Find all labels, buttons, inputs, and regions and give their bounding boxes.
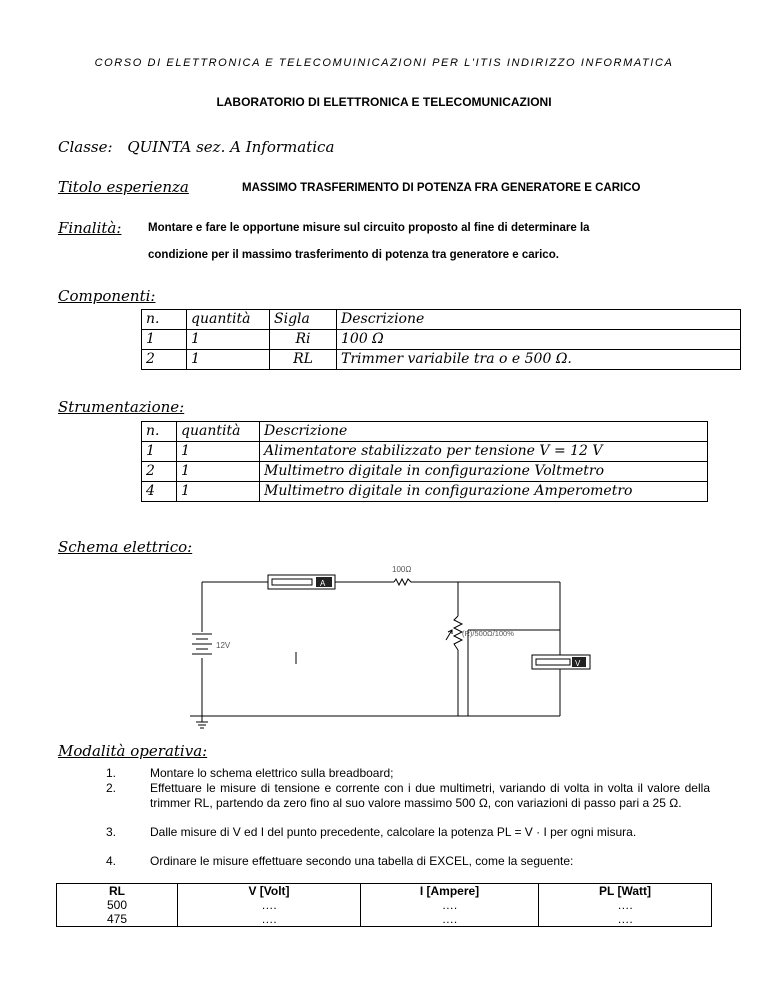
cell: 1 <box>187 350 270 370</box>
titolo-label: Titolo esperienza <box>58 178 189 196</box>
strumentazione-label: Strumentazione: <box>58 398 185 416</box>
table-row <box>142 350 741 370</box>
battery-icon <box>192 634 212 654</box>
cell: 475 <box>57 912 178 927</box>
trimmer-label: (R)/500Ω/100% <box>462 629 514 638</box>
cell: 100 Ω <box>337 330 741 350</box>
classe-label: Classe: <box>58 138 113 156</box>
table-header-row <box>57 884 712 899</box>
cell: 1 <box>142 442 177 462</box>
table-header-row <box>142 310 741 330</box>
schema-label: Schema elettrico: <box>58 538 193 556</box>
cell: RL <box>270 350 337 370</box>
classe-row <box>58 138 334 156</box>
cell: 2 <box>142 350 187 370</box>
results-table <box>56 883 712 927</box>
col-descrizione: Descrizione <box>337 310 741 330</box>
titolo-value: MASSIMO TRASFERIMENTO DI POTENZA FRA GENERATORE E CARICO <box>242 182 641 194</box>
list-item <box>106 766 716 780</box>
table-row <box>57 912 712 927</box>
battery-label: 12V <box>216 641 231 650</box>
table-header-row <box>142 422 708 442</box>
resistor-label: 100Ω <box>392 565 412 574</box>
col-sigla: Sigla <box>270 310 337 330</box>
cell: Multimetro digitale in configurazione Voltmetro <box>260 462 708 482</box>
cell: Multimetro digitale in configurazione Amperometro <box>260 482 708 502</box>
cell: 1 <box>177 442 260 462</box>
cell: Ri <box>270 330 337 350</box>
col-n: n. <box>142 422 177 442</box>
step-number: 4. <box>106 854 117 868</box>
finalita-line1: Montare e fare le opportune misure sul circuito proposto al fine di determinare la <box>148 222 590 234</box>
step-number: 3. <box>106 825 117 839</box>
step-text: Effettuare le misure di tensione e corrente con i due multimetri, variando di volta in volta il valore della trimmer RL, partendo da zero fino al suo valore massimo 500 Ω, con variazioni di passo pari a 25 Ω. <box>150 781 710 810</box>
finalita-label: Finalità: <box>58 219 122 237</box>
voltmeter-icon <box>532 655 590 669</box>
cell: 2 <box>142 462 177 482</box>
list-item <box>106 781 716 825</box>
cell: Trimmer variabile tra o e 500 Ω. <box>337 350 741 370</box>
table-row <box>142 482 708 502</box>
step-number: 2. <box>106 781 117 795</box>
voltmeter-label: V <box>575 659 581 668</box>
cell: 1 <box>142 330 187 350</box>
table-row <box>142 442 708 462</box>
ground-icon <box>196 716 208 728</box>
step-text: Montare lo schema elettrico sulla breadboard; <box>150 766 394 780</box>
col-v: V [Volt] <box>178 884 361 899</box>
cell: …. <box>361 912 539 927</box>
circuit-diagram <box>180 560 620 730</box>
resistor-icon <box>394 579 412 585</box>
col-quantita: quantità <box>177 422 260 442</box>
course-header: CORSO DI ELETTRONICA E TELECOMUINICAZIONI PER L'ITIS INDIRIZZO INFORMATICA <box>94 57 674 69</box>
strumentazione-table <box>141 421 708 502</box>
trimmer-icon <box>446 616 462 650</box>
cell: 1 <box>187 330 270 350</box>
col-rl: RL <box>57 884 178 899</box>
col-quantita: quantità <box>187 310 270 330</box>
col-n: n. <box>142 310 187 330</box>
cell: 1 <box>177 482 260 502</box>
cell: …. <box>539 912 712 927</box>
col-descrizione: Descrizione <box>260 422 708 442</box>
componenti-label: Componenti: <box>58 287 156 305</box>
classe-value: QUINTA sez. A Informatica <box>127 138 335 156</box>
step-text: Dalle misure di V ed I del punto precedente, calcolare la potenza PL = V · I per ogni misura. <box>150 825 637 839</box>
finalita-line2: condizione per il massimo trasferimento di potenza tra generatore e carico. <box>148 249 559 261</box>
step-number: 1. <box>106 766 117 780</box>
list-item <box>106 854 716 868</box>
ammeter-label: A <box>320 579 326 588</box>
cell: …. <box>178 898 361 912</box>
cell: Alimentatore stabilizzato per tensione V = 12 V <box>260 442 708 462</box>
cell: …. <box>178 912 361 927</box>
cell: …. <box>361 898 539 912</box>
table-row <box>57 898 712 912</box>
cell: 500 <box>57 898 178 912</box>
componenti-table <box>141 309 741 370</box>
cell: …. <box>539 898 712 912</box>
modalita-label: Modalità operativa: <box>58 742 208 760</box>
lab-title: LABORATORIO DI ELETTRONICA E TELECOMUNICAZIONI <box>216 95 552 109</box>
col-pl: PL [Watt] <box>539 884 712 899</box>
table-row <box>142 462 708 482</box>
cell: 1 <box>177 462 260 482</box>
list-item <box>106 825 716 855</box>
step-text: Ordinare le misure effettuare secondo una tabella di EXCEL, come la seguente: <box>150 854 574 868</box>
cell: 4 <box>142 482 177 502</box>
col-i: I [Ampere] <box>361 884 539 899</box>
table-row <box>142 330 741 350</box>
